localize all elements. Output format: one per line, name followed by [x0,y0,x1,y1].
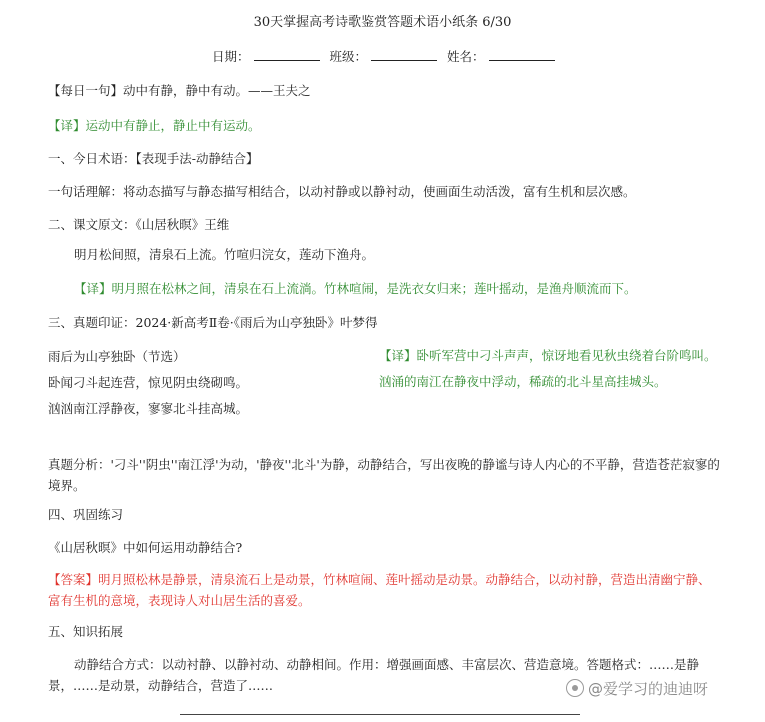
textbook-translation: 【译】明月照在松林之间，清泉在石上流淌。竹林喧闹，是洗衣女归来；莲叶摇动，是渔舟顺流而下。 [74,281,637,296]
class-blank[interactable] [371,49,437,61]
date-blank[interactable] [254,49,320,61]
section5-heading: 五、知识拓展 [48,624,124,639]
textbook-poem: 明月松间照，清泉石上流。竹喧归浣女，莲动下渔舟。 [74,247,375,262]
section3-heading: 三、真题印证：2024·新高考Ⅱ卷·《雨后为山亭独卧》叶梦得 [48,315,378,330]
student-info-line [212,48,561,66]
exam-poem-line: 汹汹南江浮静夜，寥寥北斗挂高城。 [48,401,249,416]
exam-poem [48,344,348,422]
class-label: 班级： [329,49,368,64]
section2-heading: 二、课文原文：《山居秋暝》王维 [48,217,230,232]
exam-poem-line: 卧闻刁斗起连营，惊见阴虫绕砌鸣。 [48,375,249,390]
page-title: 30天掌握高考诗歌鉴赏答题术语小纸条 6/30 [253,15,512,30]
exam-analysis: 真题分析：'刁斗''阴虫''南江浮'为动，'静夜''北斗'为静，动静结合，写出夜晚的静谧与诗人内心的不平静，营造苍茫寂寥的境界。 [48,457,720,493]
watermark-logo-icon [566,679,584,697]
daily-quote: 【每日一句】动中有静，静中有动。——王夫之 [48,83,311,98]
section1-heading: 一、今日术语：【表现手法-动静结合】 [48,151,259,166]
daily-translation: 【译】运动中有静止，静止中有运动。 [48,118,261,133]
practice-question: 《山居秋暝》中如何运用动静结合? [48,540,243,555]
exam-translation: 【译】卧听军营中刁斗声声，惊讶地看见秋虫绕着台阶鸣叫。汹涌的南江在静夜中浮动，稀疏的北斗星高挂城头。 [379,348,717,389]
name-blank[interactable] [489,49,555,61]
date-label: 日期： [212,49,250,64]
watermark [566,678,708,699]
name-label: 姓名： [447,49,485,64]
watermark-text: @爱学习的迪迪呀 [588,680,709,698]
term-definition: 一句话理解：将动态描写与静态描写相结合，以动衬静或以静衬动，使画面生动活泼，富有生机和层次感。 [48,184,636,199]
bottom-divider [180,714,580,715]
knowledge-content: 动静结合方式：以动衬静、以静衬动、动静相间。作用：增强画面感、丰富层次、营造意境。答题格式：……是静景，……是动景，动静结合，营造了…… [48,657,700,693]
section4-heading: 四、巩固练习 [48,507,124,522]
practice-answer: 【答案】明月照松林是静景，清泉流石上是动景，竹林喧闹、莲叶摇动是动景。动静结合，以动衬静，营造出清幽宁静、富有生机的意境，表现诗人对山居生活的喜爱。 [48,572,711,608]
exam-poem-title: 雨后为山亭独卧（节选） [48,349,186,364]
